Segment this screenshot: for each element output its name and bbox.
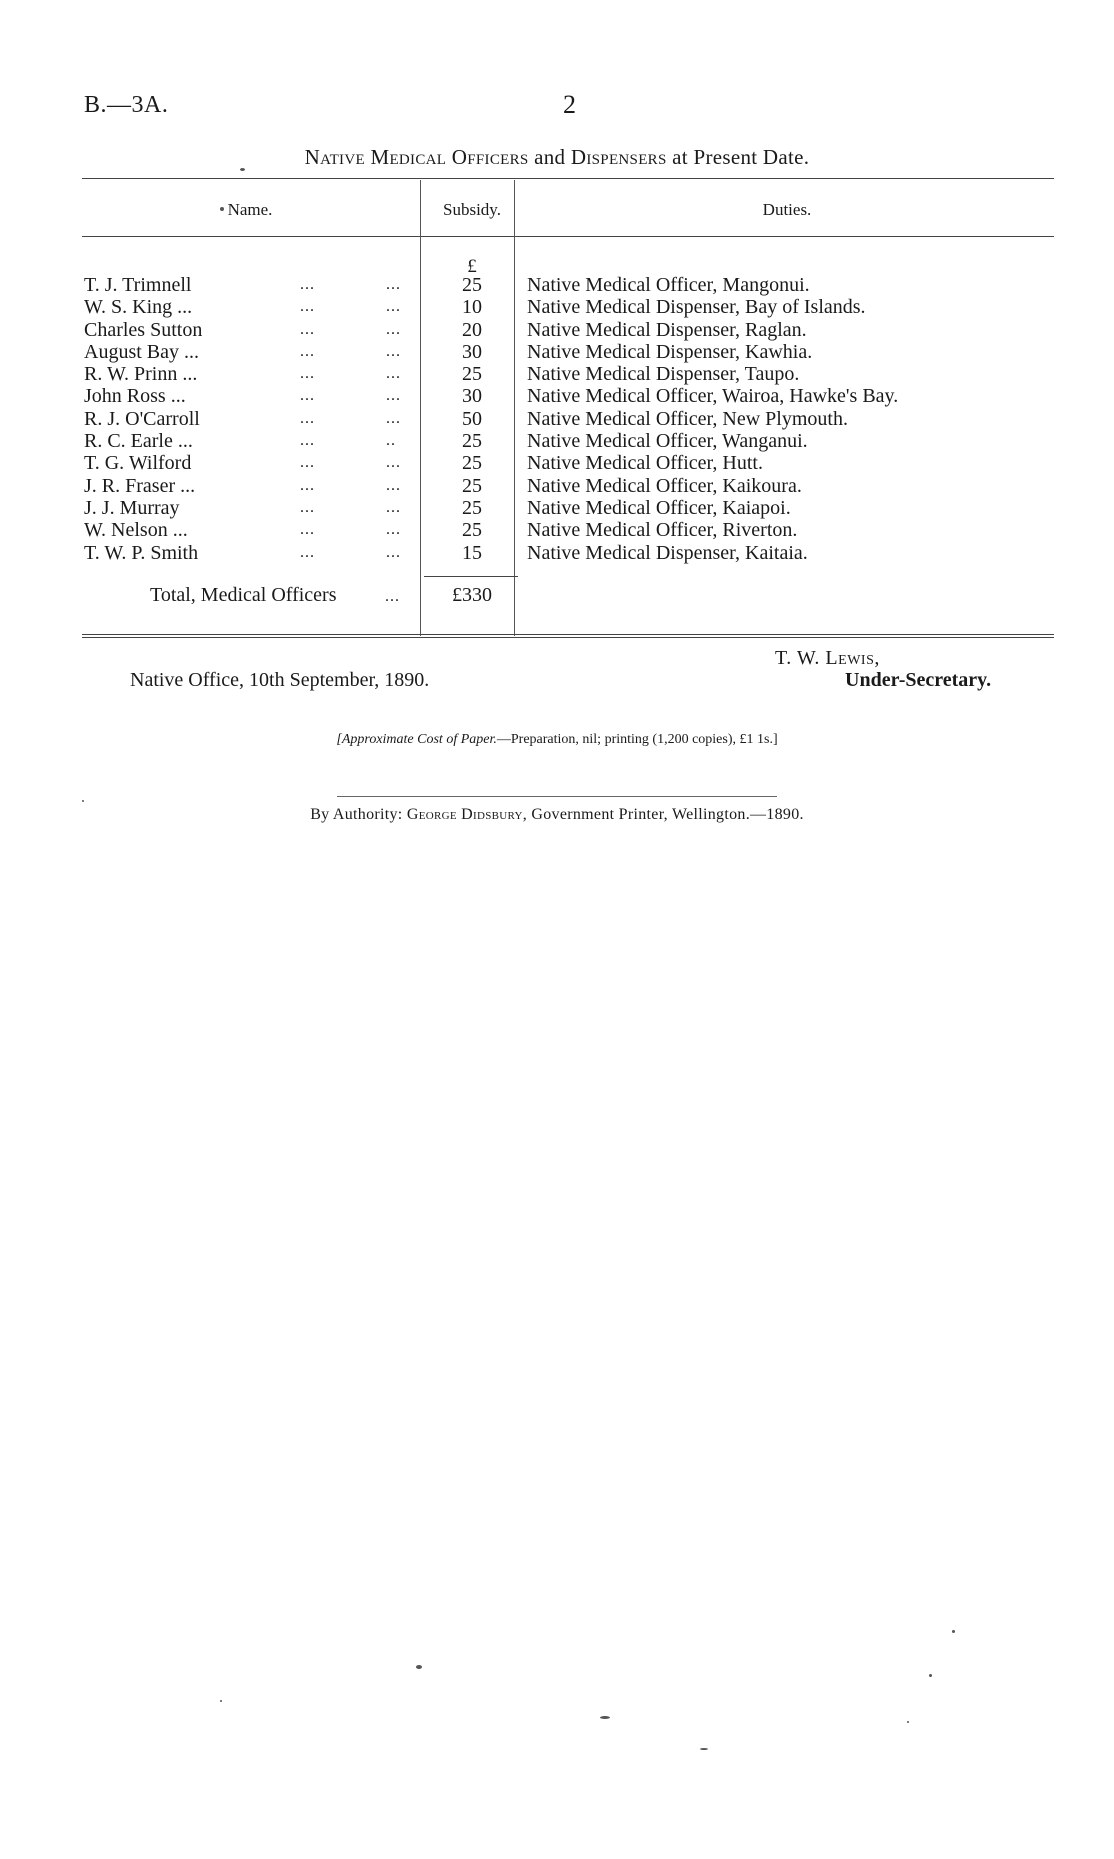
officer-name: R. C. Earle ... bbox=[84, 430, 193, 453]
header-bottom-rule bbox=[82, 236, 1054, 237]
imprint-prefix: By Authority: bbox=[310, 806, 407, 823]
leader-dots: ... bbox=[300, 543, 315, 561]
table-row bbox=[0, 452, 1114, 474]
scan-speck bbox=[600, 1716, 610, 1719]
subsidy-amount: 15 bbox=[462, 541, 482, 564]
table-row bbox=[0, 497, 1114, 519]
duty-description: Native Medical Officer, Kaiapoi. bbox=[527, 496, 791, 519]
leader-dots: ... bbox=[386, 521, 401, 539]
leader-dots: ... bbox=[300, 521, 315, 539]
officer-name: W. S. King ... bbox=[84, 296, 193, 319]
table-row bbox=[0, 408, 1114, 430]
subsidy-amount: 25 bbox=[462, 430, 482, 453]
place-and-date: Native Office, 10th September, 1890. bbox=[130, 669, 430, 691]
scan-speck bbox=[82, 800, 84, 802]
leader-dots: ... bbox=[386, 498, 401, 516]
leader-dots: ... bbox=[386, 320, 401, 338]
scan-speck bbox=[929, 1674, 932, 1677]
table-row bbox=[0, 475, 1114, 497]
subsidy-amount: 25 bbox=[462, 363, 482, 386]
leader-dots: ... bbox=[300, 409, 315, 427]
imprint-suffix: , Government Printer, Wellington.—1890. bbox=[522, 806, 804, 823]
scan-speck bbox=[220, 207, 224, 211]
subsidy-amount: 25 bbox=[462, 519, 482, 542]
imprint-rule bbox=[337, 796, 777, 797]
table-row bbox=[0, 319, 1114, 341]
officer-name: T. J. Trimnell bbox=[84, 274, 192, 296]
duty-description: Native Medical Officer, Hutt. bbox=[527, 452, 763, 475]
title-tail: at Present Date. bbox=[666, 145, 810, 169]
document-reference: B.—3A. bbox=[84, 92, 169, 118]
leader-dots: ... bbox=[386, 298, 401, 316]
subsidy-amount: 30 bbox=[462, 385, 482, 408]
table-bottom-rule-double bbox=[82, 637, 1054, 638]
cost-note-label: [Approximate Cost of Paper. bbox=[336, 732, 497, 747]
table-title bbox=[0, 145, 1114, 170]
cost-note-detail: —Preparation, nil; printing (1,200 copies), £1 1s.] bbox=[496, 732, 778, 747]
leader-dots: ... bbox=[300, 298, 315, 316]
duty-description: Native Medical Officer, Kaikoura. bbox=[527, 474, 802, 497]
signatory-surname: Lewis, bbox=[825, 647, 880, 669]
officer-name: J. J. Murray bbox=[84, 496, 180, 519]
duty-description: Native Medical Officer, Riverton. bbox=[527, 519, 798, 542]
subsidy-amount: 25 bbox=[462, 474, 482, 497]
duty-description: Native Medical Officer, New Plymouth. bbox=[527, 407, 848, 430]
duty-description: Native Medical Dispenser, Kawhia. bbox=[527, 340, 813, 363]
table-bottom-rule bbox=[82, 634, 1054, 635]
duty-description: Native Medical Dispenser, Bay of Islands. bbox=[527, 296, 866, 319]
table-row bbox=[0, 385, 1114, 407]
title-part-officers: Native Medical Officers bbox=[304, 145, 529, 169]
officer-name: W. Nelson ... bbox=[84, 519, 188, 542]
leader-dots: ... bbox=[300, 387, 315, 405]
subsidy-amount: 30 bbox=[462, 340, 482, 363]
scan-speck bbox=[952, 1630, 955, 1633]
officer-name: R. J. O'Carroll bbox=[84, 407, 200, 430]
officer-name: John Ross ... bbox=[84, 385, 186, 408]
table-row bbox=[0, 363, 1114, 385]
table-row bbox=[0, 341, 1114, 363]
table-top-rule bbox=[82, 178, 1054, 179]
leader-dots: ... bbox=[386, 454, 401, 472]
leader-dots: ... bbox=[300, 365, 315, 383]
duty-description: Native Medical Officer, Wanganui. bbox=[527, 430, 808, 453]
table-row bbox=[0, 296, 1114, 318]
officer-name: T. G. Wilford bbox=[84, 452, 192, 475]
leader-dots: ... bbox=[300, 342, 315, 360]
table-row bbox=[0, 542, 1114, 564]
scan-speck bbox=[907, 1721, 909, 1723]
table-row bbox=[0, 274, 1114, 296]
total-amount: £330 bbox=[452, 584, 492, 606]
scan-speck bbox=[220, 1700, 222, 1702]
total-label: Total, Medical Officers bbox=[150, 584, 337, 606]
title-conjunction: and bbox=[528, 145, 571, 169]
officer-name: T. W. P. Smith bbox=[84, 541, 199, 564]
column-header-duties: Duties. bbox=[762, 200, 812, 219]
table-row bbox=[0, 430, 1114, 452]
leader-dots: ... bbox=[386, 342, 401, 360]
table-body bbox=[0, 274, 1114, 564]
duty-description: Native Medical Dispenser, Kaitaia. bbox=[527, 541, 808, 564]
leader-dots: ... bbox=[300, 476, 315, 494]
currency-symbol: £ bbox=[467, 256, 477, 277]
signatory-initials: T. W. bbox=[775, 647, 826, 669]
scan-speck bbox=[240, 168, 245, 171]
printer-imprint bbox=[0, 806, 1114, 824]
table-row bbox=[0, 519, 1114, 541]
scan-speck bbox=[416, 1665, 422, 1669]
officer-name: Charles Sutton bbox=[84, 318, 203, 341]
duty-description: Native Medical Officer, Mangonui. bbox=[527, 274, 810, 296]
column-header-subsidy: Subsidy. bbox=[443, 200, 501, 219]
leader-dots: ... bbox=[300, 454, 315, 472]
duty-description: Native Medical Officer, Wairoa, Hawke's Bay. bbox=[527, 385, 899, 408]
leader-dots: ... bbox=[300, 432, 315, 450]
officer-name: August Bay ... bbox=[84, 340, 199, 363]
leader-dots: ... bbox=[385, 588, 400, 605]
leader-dots: ... bbox=[300, 498, 315, 516]
leader-dots: ... bbox=[386, 387, 401, 405]
cost-of-paper-note bbox=[0, 732, 1114, 748]
subsidy-amount: 25 bbox=[462, 496, 482, 519]
subsidy-amount: 25 bbox=[462, 274, 482, 296]
leader-dots: ... bbox=[386, 543, 401, 561]
leader-dots: ... bbox=[386, 365, 401, 383]
total-rule bbox=[424, 576, 518, 577]
leader-dots: ... bbox=[386, 276, 401, 293]
subsidy-amount: 20 bbox=[462, 318, 482, 341]
page-number: 2 bbox=[563, 90, 576, 119]
officer-name: R. W. Prinn ... bbox=[84, 363, 198, 386]
scan-speck bbox=[700, 1748, 708, 1750]
subsidy-amount: 50 bbox=[462, 407, 482, 430]
duty-description: Native Medical Dispenser, Raglan. bbox=[527, 318, 807, 341]
duty-description: Native Medical Dispenser, Taupo. bbox=[527, 363, 800, 386]
column-header-name: Name. bbox=[227, 200, 273, 219]
subsidy-amount: 25 bbox=[462, 452, 482, 475]
title-part-dispensers: Dispensers bbox=[570, 145, 667, 169]
leader-dots: ... bbox=[386, 409, 401, 427]
signatory-name bbox=[775, 647, 880, 670]
leader-dots: ... bbox=[300, 276, 315, 293]
leader-dots: .. bbox=[386, 432, 396, 450]
officer-name: J. R. Fraser ... bbox=[84, 474, 196, 497]
leader-dots: ... bbox=[300, 320, 315, 338]
subsidy-amount: 10 bbox=[462, 296, 482, 319]
imprint-printer-name: George Didsbury bbox=[406, 806, 523, 823]
leader-dots: ... bbox=[386, 476, 401, 494]
signatory-title: Under-Secretary. bbox=[845, 669, 992, 691]
